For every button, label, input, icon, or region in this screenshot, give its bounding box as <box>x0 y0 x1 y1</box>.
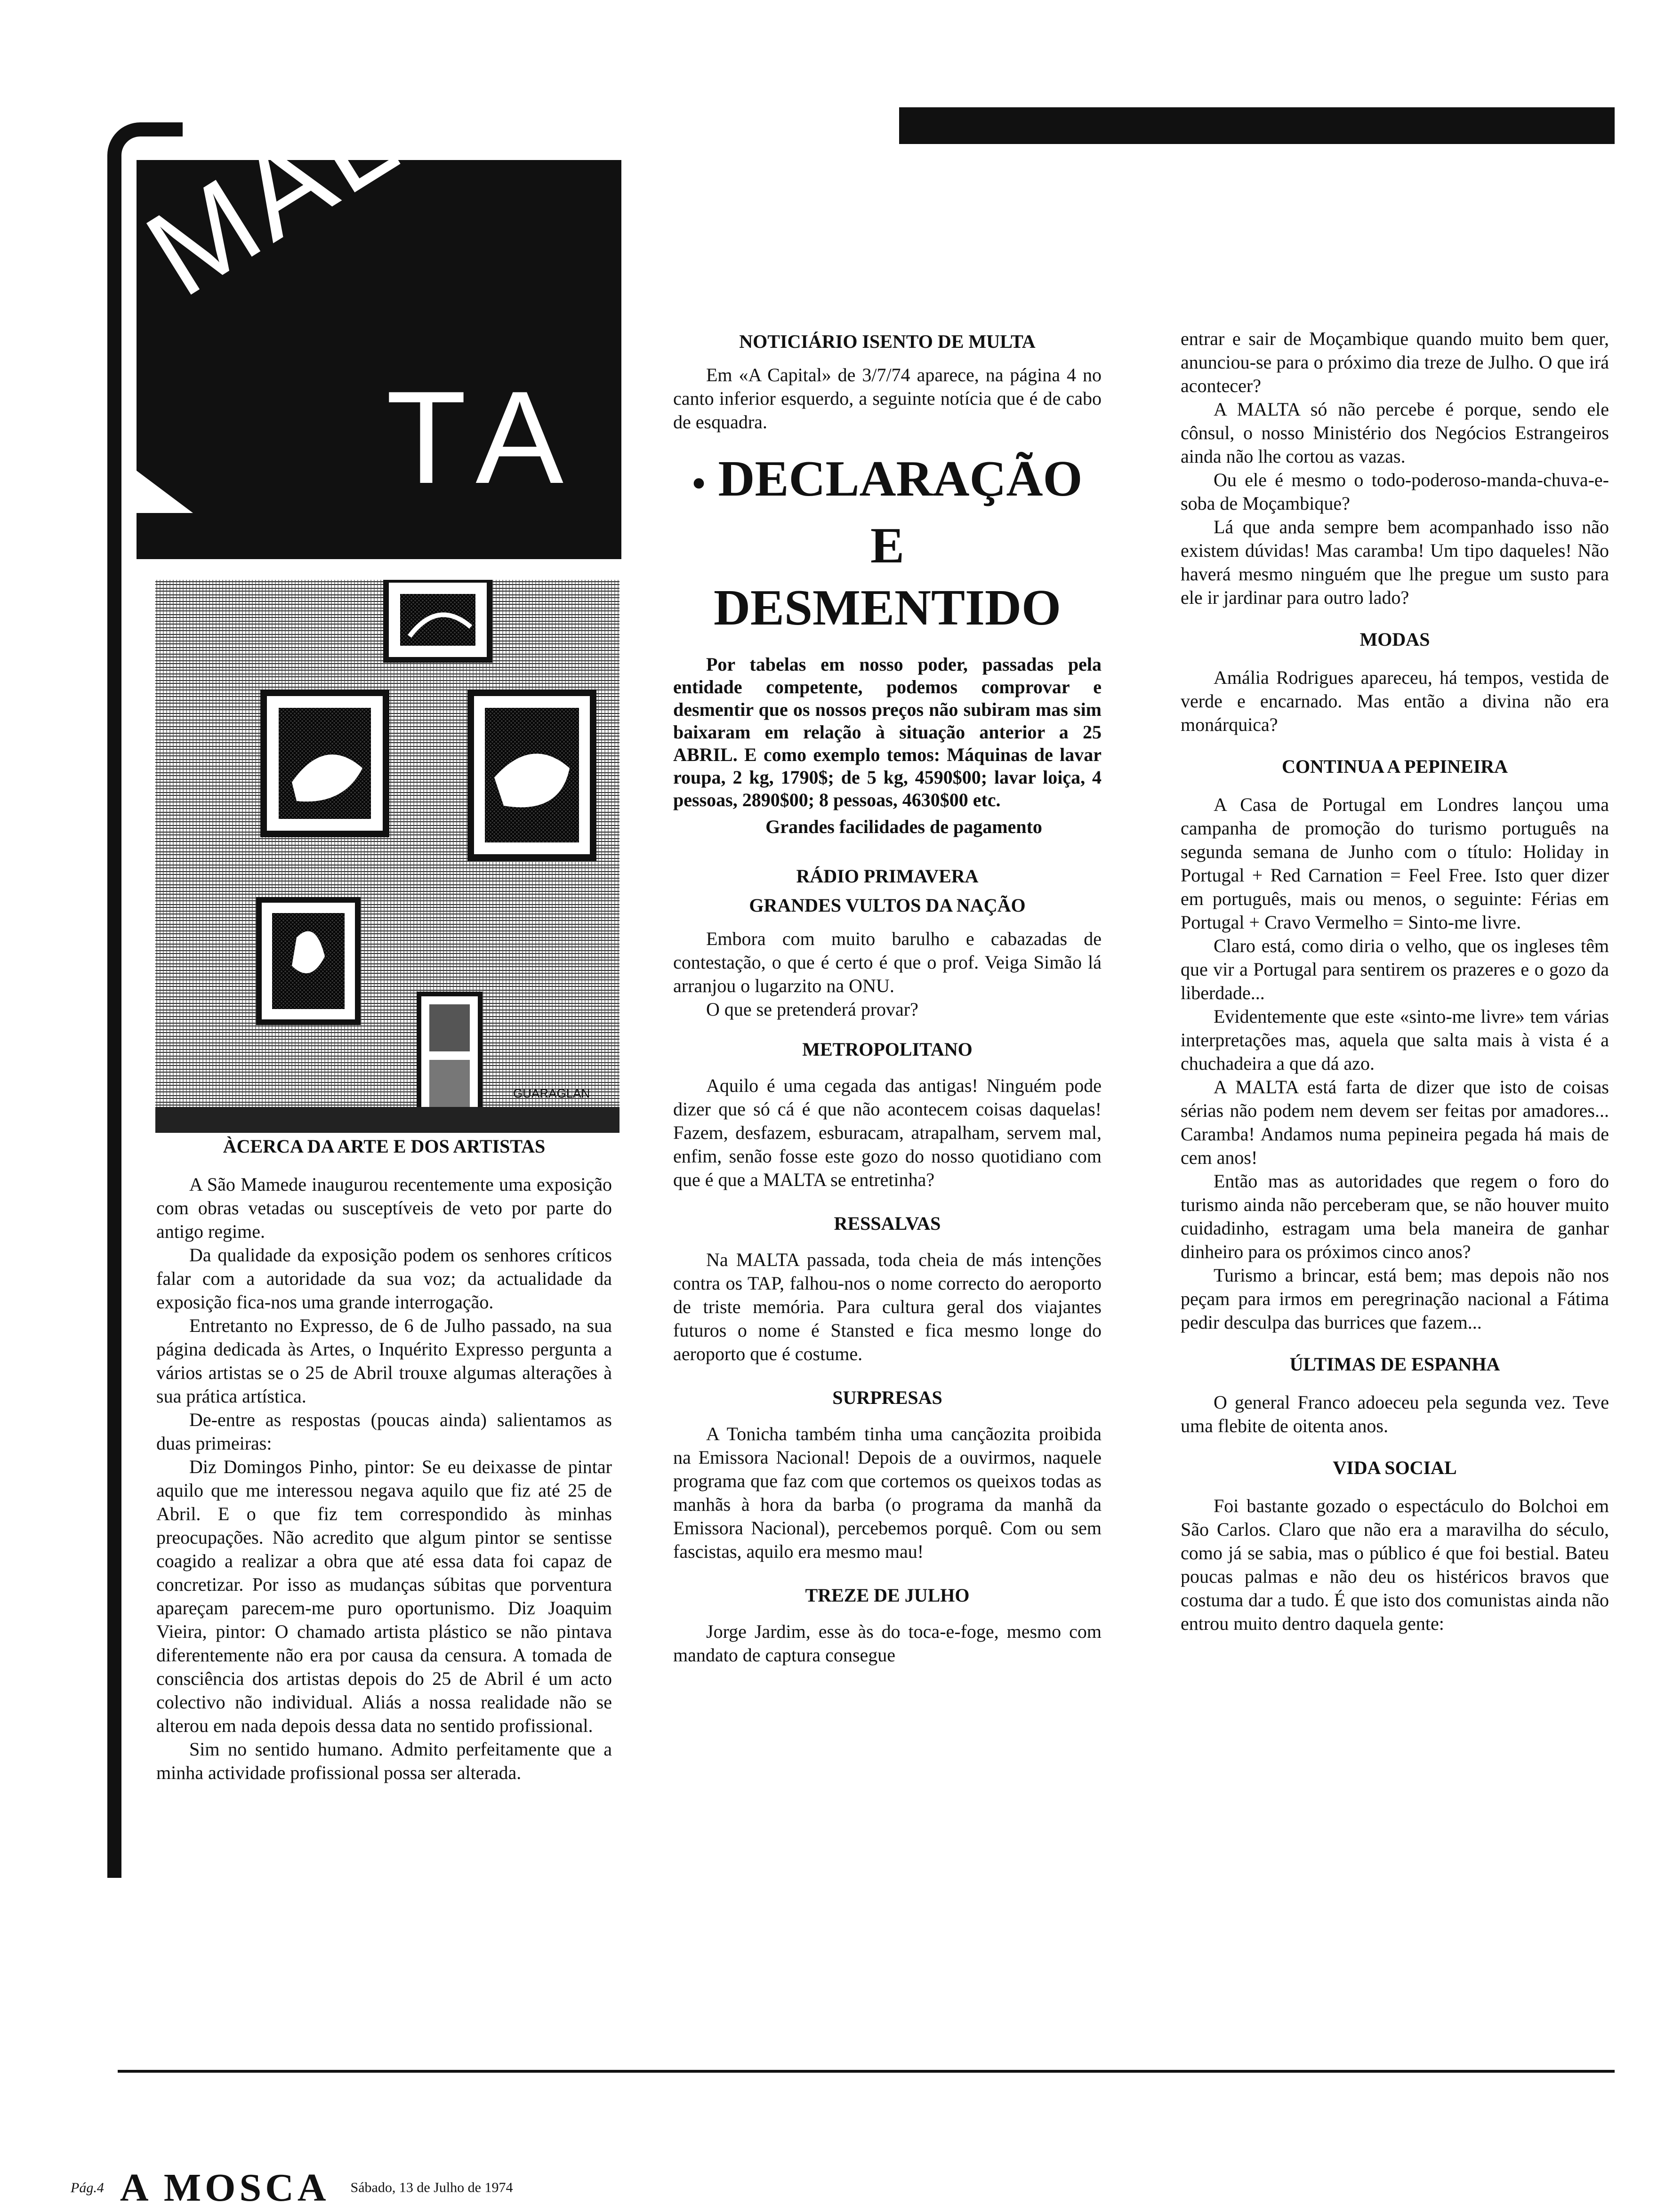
left-paragraph: Da qualidade da exposição podem os senhores críticos falar com a autoridade da sua voz; da actualidade da exposição fica-nos uma grande interrogação. <box>156 1244 612 1313</box>
left-column <box>156 1134 612 1785</box>
ad-box <box>673 448 1102 839</box>
footer-rule <box>118 2070 1615 2073</box>
left-paragraph: A São Mamede inaugurou recentemente uma exposição com obras vetadas ou susceptíveis de veto por parte do antigo regime. <box>156 1174 612 1242</box>
section-heading: ÚLTIMAS DE ESPANHA <box>1289 1354 1500 1375</box>
ad-headline-line: E <box>870 518 905 574</box>
frame-top-bar <box>899 107 1615 144</box>
section-text: Claro está, como diria o velho, que os ingleses têm que vir a Portugal para sentirem os prazeres e o gozo da liberdade... <box>1181 935 1609 1003</box>
left-paragraph: Sim no sentido humano. Admito perfeitamente que a minha actividade profissional possa ser alterada. <box>156 1739 612 1783</box>
headline-mal: MAL- <box>124 41 461 322</box>
publication-name: A MOSCA <box>120 2166 330 2210</box>
ad-footer: Grandes facilidades de pagamento <box>765 816 1042 838</box>
section-text: O que se pretenderá provar? <box>706 999 918 1020</box>
section-text: A MALTA só não percebe é porque, sendo ele cônsul, o nosso Ministério dos Negócios Estrangeiros ainda não lhe cortou as vazas. <box>1181 399 1609 467</box>
ad-headline-line: DESMENTIDO <box>713 580 1062 636</box>
right-column <box>1181 327 1609 1635</box>
section-text: Aquilo é uma cegada das antigas! Ninguém pode dizer que só cá é que não acontecem coisas daquelas! Fazem, desfazem, esburacam, atrapalham, servem mal, enfim, senão fosse este gozo do nosso quotidiano com que é que a MALTA se entretinha? <box>673 1075 1102 1191</box>
section-text: Amália Rodrigues apareceu, há tempos, vestida de verde e encarnado. Mas então a divina não era monárquica? <box>1181 667 1609 735</box>
section-text: Turismo a brincar, está bem; mas depois não nos peçam para irmos em peregrinação nacional a Fátima pedir desculpa das burrices que fazem... <box>1181 1265 1609 1333</box>
section-heading: VIDA SOCIAL <box>1333 1457 1457 1478</box>
section-text: Então mas as autoridades que regem o foro do turismo ainda não perceberam que, se não houver muito cuidadinho, estragam uma bela maneira de ganhar dinheiro para os próximos cinco anos? <box>1181 1170 1609 1262</box>
left-paragraph: Diz Domingos Pinho, pintor: Se eu deixasse de pintar aquilo que me interessou negava aquilo que fiz até 25 de Abril. E o que fiz tem correspondido às minhas preocupações. Não acredito que algum pintor se sentisse coagido a realizar a obra que até essa data foi capaz de concretizar. Por isso as mudanças súbitas que porventura apareçam parecem-me puro oportunismo. Diz Joaquim Vieira, pintor: O chamado artista plástico se não pintava diferentemente não era por causa da censura. A tomada de consciência dos artistas depois do 25 de Abril é um acto colectivo não individual. Aliás a nossa realidade não se alterou em nada depois dessa data no sentido profissional. <box>156 1456 612 1736</box>
section-heading: MODAS <box>1359 629 1430 650</box>
painting-frame-4 <box>259 900 358 1022</box>
left-paragraph: De-entre as respostas (poucas ainda) salientamos as duas primeiras: <box>156 1409 612 1454</box>
ad-headline <box>673 448 1102 639</box>
section-text: Foi bastante gozado o espectáculo do Bolchoi em São Carlos. Claro que não era a maravilha do século, como já se sabia, mas o público é que foi bestial. Bateu poucas palmas e não deu os histéricos bravos que costuma dar a tudo. É que isto dos comunistas ainda não entrou muito dentro daquela gente: <box>1181 1495 1609 1634</box>
section-text: A Casa de Portugal em Londres lançou uma campanha de promoção do turismo português na segunda semana de Junho com o título: Holiday in Portugal + Red Carnation = Feel Free. Isto quer dizer em português, mais ou menos, o seguinte: Férias em Portugal + Cravo Vermelho = Sinto-me livre. <box>1181 794 1609 933</box>
section-text: Embora com muito barulho e cabazadas de contestação, o que é certo é que o prof. Veiga Simão lá arranjou o lugarzito na ONU. <box>673 928 1102 997</box>
painting-frame-3 <box>471 693 593 858</box>
section-text: Lá que anda sempre bem acompanhado isso não existem dúvidas! Mas caramba! Um tipo daqueles! Não haverá mesmo ninguém que lhe pregue um susto para ele ir jardinar para outro lado? <box>1181 516 1609 608</box>
section-heading: GRANDES VULTOS DA NAÇÃO <box>749 895 1026 916</box>
page-footer <box>71 2165 513 2210</box>
section-text: Em «A Capital» de 3/7/74 aparece, na página 4 no canto inferior esquerdo, a seguinte notícia que é de cabo de esquadra. <box>673 364 1102 433</box>
section-text: O general Franco adoeceu pela segunda vez. Teve uma flebite de oitenta anos. <box>1181 1392 1609 1436</box>
section-text: Jorge Jardim, esse às do toca-e-foge, mesmo com mandato de captura consegue <box>673 1621 1102 1666</box>
headline-ta: TA <box>386 364 583 511</box>
publication-date: Sábado, 13 de Julho de 1974 <box>350 2180 513 2196</box>
section-text: A Tonicha também tinha uma cançãozita proibida na Emissora Nacional! Depois de a ouvirmos, naquele programa que faz com que cortemos os queixos todas as manhãs à hora da barba (o programa da manhã da Emissora Nacional), percebemos porquê. Com ou sem fascistas, aquilo era mesmo mau! <box>673 1423 1102 1563</box>
section-text: Ou ele é mesmo o todo-poderoso-manda-chuva-e-soba de Moçambique? <box>1181 469 1609 514</box>
painting-frame-2 <box>264 693 386 834</box>
section-heading: METROPOLITANO <box>802 1039 973 1060</box>
section-heading: CONTINUA A PEPINEIRA <box>1281 756 1508 777</box>
left-paragraph: Entretanto no Expresso, de 6 de Julho passado, na sua página dedicada às Artes, o Inquérito Expresso pergunta a vários artistas se o 25 de Abril trouxe algumas alterações à sua prática artística. <box>156 1315 612 1407</box>
section-text: entrar e sair de Moçambique quando muito bem quer, anunciou-se para o próximo dia treze de Julho. O que irá acontecer? <box>1181 328 1609 396</box>
painting-frame-1 <box>386 580 490 660</box>
bullet-icon: • <box>692 463 706 505</box>
section-text: Evidentemente que este «sinto-me livre» tem várias interpretações mas, aquela que salta mais à vista é a chuchadeira a que dá azo. <box>1181 1006 1609 1074</box>
section-text: Na MALTA passada, toda cheia de más intenções contra os TAP, falhou-nos o nome correcto do aeroporto de triste memória. Para cultura geral dos viajantes futuros o nome é Stansted e fica mesmo longe do aeroporto que é costume. <box>673 1249 1102 1365</box>
left-heading: ÀCERCA DA ARTE E DOS ARTISTAS <box>223 1136 546 1157</box>
section-heading: RÁDIO PRIMAVERA <box>796 866 979 887</box>
ad-headline-line: DECLARAÇÃO <box>718 451 1083 507</box>
section-text: A MALTA está farta de dizer que isto de coisas sérias não podem nem devem ser feitas por amadores... Caramba! Andamos numa pepineira pegada há mais de cem anos! <box>1181 1076 1609 1168</box>
artwork-signature: GUARAGLAN <box>513 1086 590 1100</box>
section-heading: NOTICIÁRIO ISENTO DE MULTA <box>739 331 1036 352</box>
middle-column <box>673 329 1102 1667</box>
section-heading: SURPRESAS <box>832 1387 942 1409</box>
painting-frame-5 <box>419 994 480 1121</box>
section-heading: TREZE DE JULHO <box>805 1585 970 1606</box>
page-number: Pág.4 <box>71 2180 104 2196</box>
ad-body: Por tabelas em nosso poder, passadas pela entidade competente, podemos comprovar e desmentir que os nossos preços não subiram mas sim baixaram em relação à situação anterior a 25 ABRIL. E como exemplo temos: Máquinas de lavar roupa, 2 kg, 1790$; de 5 kg, 4590$00; lavar loiça, 4 pessoas, 2890$00; 8 pessoas, 4630$00 etc. <box>673 654 1102 811</box>
artwork-illustration <box>155 580 619 1133</box>
section-heading: RESSALVAS <box>834 1213 941 1234</box>
headline-notch <box>137 471 193 513</box>
